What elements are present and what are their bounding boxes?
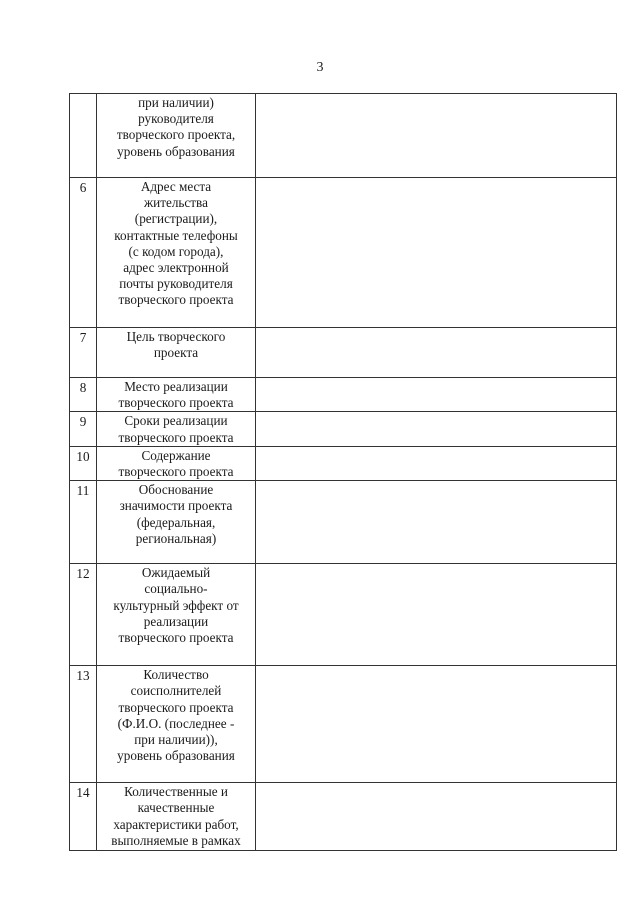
row-value-field[interactable] (256, 564, 617, 666)
row-label (97, 178, 256, 328)
row-label-text: Место реализации творческого проекта (118, 379, 234, 411)
row-number: 10 (70, 446, 97, 480)
row-number (70, 94, 97, 178)
row-number: 13 (70, 666, 97, 783)
row-label-text: Количественные и качественные характеристики работ, выполняемые в рамках (111, 784, 241, 848)
row-label (97, 412, 256, 446)
row-label (97, 446, 256, 480)
row-label (97, 666, 256, 783)
row-value-field[interactable] (256, 412, 617, 446)
row-label (97, 378, 256, 412)
table-row (70, 378, 617, 412)
row-label-text: Содержание творческого проекта (118, 447, 234, 480)
table-row (70, 412, 617, 446)
row-label-text: Обоснование значимости проекта (федеральная, региональная) (119, 482, 233, 546)
table-row (70, 94, 617, 178)
row-label-text: Количество соисполнителей творческого проекта (Ф.И.О. (последнее - при наличии)), уровень образования (117, 667, 235, 764)
table-row (70, 328, 617, 378)
row-label-text: Ожидаемый социально- культурный эффект от реализации творческого проекта (113, 565, 239, 646)
table-row (70, 564, 617, 666)
row-value-field[interactable] (256, 666, 617, 783)
row-number: 6 (70, 178, 97, 328)
row-number: 7 (70, 328, 97, 378)
table-row (70, 666, 617, 783)
row-number: 12 (70, 564, 97, 666)
row-value-field[interactable] (256, 446, 617, 480)
row-label (97, 481, 256, 564)
application-form-table (69, 93, 617, 851)
row-label-text: при наличии) руководителя творческого проекта, уровень образования (116, 95, 236, 159)
row-value-field[interactable] (256, 783, 617, 851)
row-number: 11 (70, 481, 97, 564)
row-label (97, 94, 256, 178)
row-label (97, 328, 256, 378)
table-row (70, 481, 617, 564)
row-value-field[interactable] (256, 178, 617, 328)
row-label-text: Адрес места жительства (регистрации), контактные телефоны (с кодом города), адрес электронной почты руководителя творческого проекта (114, 179, 238, 308)
row-label (97, 783, 256, 851)
row-number: 9 (70, 412, 97, 446)
row-value-field[interactable] (256, 481, 617, 564)
row-number: 8 (70, 378, 97, 412)
row-value-field[interactable] (256, 378, 617, 412)
table-row (70, 446, 617, 480)
row-label (97, 564, 256, 666)
row-value-field[interactable] (256, 94, 617, 178)
row-number: 14 (70, 783, 97, 851)
page-number: 3 (316, 60, 324, 75)
row-value-field[interactable] (256, 328, 617, 378)
row-label-text: Цель творческого проекта (126, 329, 226, 361)
table-row (70, 178, 617, 328)
row-label-text: Сроки реализации творческого проекта (118, 413, 234, 445)
table-row (70, 783, 617, 851)
